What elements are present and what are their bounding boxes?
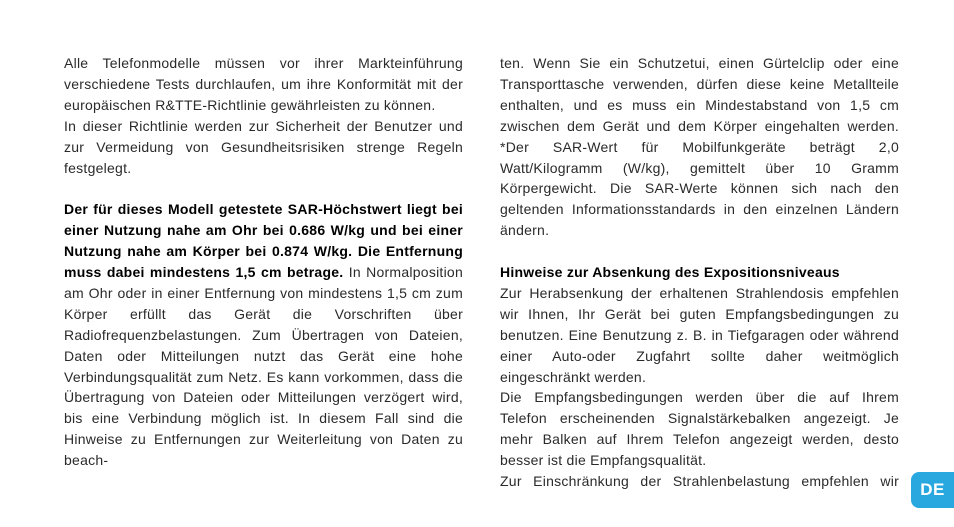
paragraph-reduction: Zur Herabsenkung der erhaltenen Strahlendosis empfehlen wir Ihnen, Ihr Gerät bei guten Empfangsbedingungen zu benutzen. Eine Benutzung z. B. in Tiefgaragen oder während einer Auto-oder Zugfahrt sollte daher weitmöglich eingeschränkt werden. [500, 284, 899, 385]
paragraph-conformity: Alle Telefonmodelle müssen vor ihrer Markteinführung verschiedene Tests durchlaufen, um ihre Konformität mit der europäischen R&TTE-Richtlinie gewährleisten zu können. [64, 55, 463, 113]
paragraph-gap [64, 178, 463, 199]
sar-details: In Normalposition am Ohr oder in einer Entfernung von mindestens 1,5 cm zum Körper erfüllt das Gerät die Vorschriften über Radiofrequenzbelastungen. Zum Übertragen von Dateien, Daten oder Mitteilungen nutzt das Gerät eine hohe Verbindungsqualität zum Netz. Es kann vorkommen, dass die Übertragung von Dateien oder Mitteilungen verzögert wird, bis eine Verbindung möglich ist. In diesem Fall sind die Hinweise zu Entfernungen zur Weiterleitung von Daten zu beach- [64, 264, 463, 469]
language-badge: DE [911, 472, 954, 508]
right-column [500, 53, 899, 492]
paragraph-directive: In dieser Richtlinie werden zur Sicherheit der Benutzer und zur Vermeidung von Gesundheitsrisiken strenge Regeln festgelegt. [64, 117, 463, 176]
paragraph-accessories: ten. Wenn Sie ein Schutzetui, einen Gürtelclip oder eine Transporttasche verwenden, dürfen diese keine Metallteile enthalten, und es muss ein Mindestabstand von 1,5 cm zwischen dem Gerät und dem Körper eingehalten werden. *Der SAR-Wert für Mobilfunkgeräte beträgt 2,0 Watt/Kilogramm (W/kg), gemittelt über 10 Gramm Körpergewicht. Die SAR-Werte können sich nach den geltenden Informationsstandards in den einzelnen Ländern ändern. [500, 55, 899, 239]
sar-highlight: Der für dieses Modell getestete SAR-Höchstwert liegt bei einer Nutzung nahe am Ohr bei 0.686 W/kg und bei einer Nutzung nahe am Körper bei 0.874 W/kg. Die Entfernung muss dabei mindestens 1,5 cm betrage. [64, 201, 463, 281]
paragraph-signal: Die Empfangsbedingungen werden über die auf Ihrem Telefon erscheinenden Signalstärkebalken angezeigt. Je mehr Balken auf Ihrem Telefon angezeigt werden, desto besser ist die Empfangsqualität. [500, 389, 899, 469]
left-column [64, 53, 463, 471]
paragraph-continued: Zur Einschränkung der Strahlenbelastung empfehlen wir [500, 473, 899, 490]
section-heading: Hinweise zur Absenkung des Expositionsniveaus [500, 264, 840, 281]
paragraph-sar [64, 199, 463, 471]
paragraph-gap [500, 241, 899, 262]
